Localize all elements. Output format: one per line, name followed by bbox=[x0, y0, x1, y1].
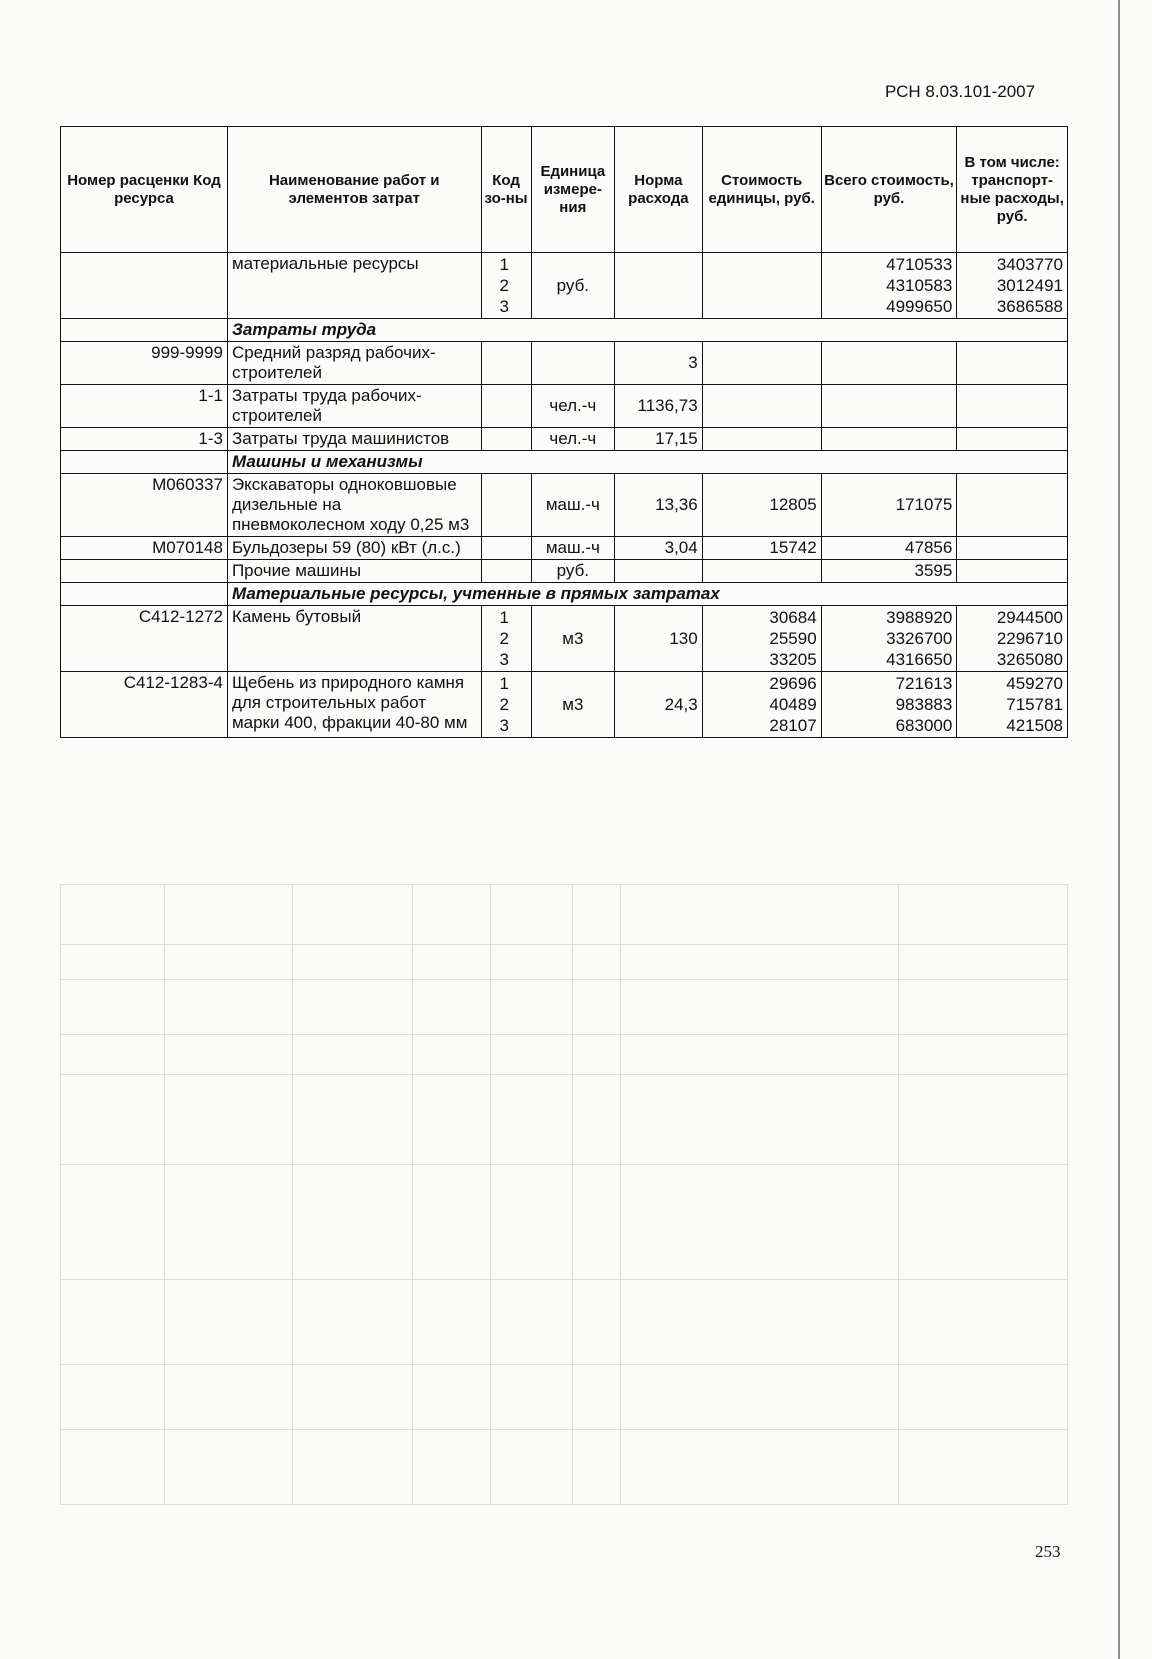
cell-unit: чел.-ч bbox=[531, 428, 614, 451]
cell-code: 999-9999 bbox=[61, 342, 228, 385]
cell-transport: 459270 715781 421508 bbox=[957, 672, 1068, 738]
cell-unit-cost bbox=[702, 253, 821, 319]
cell-zones: 1 2 3 bbox=[481, 253, 531, 319]
cell-unit-costs: 29696 40489 28107 bbox=[702, 672, 821, 738]
table-row-materials-summary bbox=[61, 253, 1068, 319]
cell-norm: 13,36 bbox=[615, 474, 703, 537]
col-header-unit-cost: Стоимость единицы, руб. bbox=[702, 127, 821, 253]
cell-code: М060337 bbox=[61, 474, 228, 537]
cell-unit: руб. bbox=[531, 560, 614, 583]
cell-unit: маш.-ч bbox=[531, 474, 614, 537]
cell-zones: 1 2 3 bbox=[481, 672, 531, 738]
cell-unit: руб. bbox=[531, 253, 614, 319]
cell-totals: 4710533 4310583 4999650 bbox=[821, 253, 957, 319]
cell-unit: м3 bbox=[531, 672, 614, 738]
col-header-zone: Код зо-ны bbox=[481, 127, 531, 253]
cell-name: Камень бутовый bbox=[227, 606, 481, 672]
cell-norm bbox=[615, 560, 703, 583]
section-row-labor bbox=[61, 319, 1068, 342]
table-row bbox=[61, 385, 1068, 428]
cell-code: С412-1272 bbox=[61, 606, 228, 672]
cell-name: Средний разряд рабочих-строителей bbox=[227, 342, 481, 385]
section-title-machines: Машины и механизмы bbox=[227, 451, 1067, 474]
table-header-row bbox=[61, 127, 1068, 253]
cell-unit: чел.-ч bbox=[531, 385, 614, 428]
section-title-materials: Материальные ресурсы, учтенные в прямых затратах bbox=[227, 583, 1067, 606]
cell-transport: 3403770 3012491 3686588 bbox=[957, 253, 1068, 319]
document-code: РСН 8.03.101-2007 bbox=[885, 82, 1036, 101]
section-row-materials bbox=[61, 583, 1068, 606]
cell-name: Щебень из природного камня для строительных работ марки 400, фракции 40-80 мм bbox=[227, 672, 481, 738]
section-row-machines bbox=[61, 451, 1068, 474]
cell-name: материальные ресурсы bbox=[227, 253, 481, 319]
table-row bbox=[61, 474, 1068, 537]
cell-norm: 17,15 bbox=[615, 428, 703, 451]
cell-total: 171075 bbox=[821, 474, 957, 537]
cell-norm bbox=[615, 253, 703, 319]
cell-unit-costs: 30684 25590 33205 bbox=[702, 606, 821, 672]
col-header-transport: В том числе: транспорт-ные расходы, руб. bbox=[957, 127, 1068, 253]
table-row bbox=[61, 537, 1068, 560]
cell-norm: 3 bbox=[615, 342, 703, 385]
cell-name: Экскаваторы одноковшовые дизельные на пневмоколесном ходу 0,25 м3 bbox=[227, 474, 481, 537]
cell-unit: маш.-ч bbox=[531, 537, 614, 560]
cell-unit-cost: 15742 bbox=[702, 537, 821, 560]
cell-name: Затраты труда рабочих-строителей bbox=[227, 385, 481, 428]
cell-unit bbox=[531, 342, 614, 385]
cell-code bbox=[61, 560, 228, 583]
cell-code: 1-3 bbox=[61, 428, 228, 451]
cell-total: 47856 bbox=[821, 537, 957, 560]
cell-unit: м3 bbox=[531, 606, 614, 672]
cell-total: 3595 bbox=[821, 560, 957, 583]
table-row bbox=[61, 672, 1068, 738]
cell-code: М070148 bbox=[61, 537, 228, 560]
cell-norm: 3,04 bbox=[615, 537, 703, 560]
cell-name: Затраты труда машинистов bbox=[227, 428, 481, 451]
table-row bbox=[61, 606, 1068, 672]
bleed-through-grid bbox=[60, 884, 1068, 1504]
table-row bbox=[61, 428, 1068, 451]
cell-code: 1-1 bbox=[61, 385, 228, 428]
col-header-unit: Единица измере-ния bbox=[531, 127, 614, 253]
cell-code bbox=[61, 253, 228, 319]
cell-code: С412-1283-4 bbox=[61, 672, 228, 738]
cell-totals: 3988920 3326700 4316650 bbox=[821, 606, 957, 672]
cell-zones: 1 2 3 bbox=[481, 606, 531, 672]
cell-name: Бульдозеры 59 (80) кВт (л.с.) bbox=[227, 537, 481, 560]
cell-unit-cost: 12805 bbox=[702, 474, 821, 537]
rates-table bbox=[60, 126, 1068, 738]
page-number: 253 bbox=[1035, 1542, 1061, 1561]
col-header-code: Номер расценки Код ресурса bbox=[61, 127, 228, 253]
table-row bbox=[61, 560, 1068, 583]
table-row bbox=[61, 342, 1068, 385]
col-header-name: Наименование работ и элементов затрат bbox=[227, 127, 481, 253]
page-edge-line bbox=[1118, 0, 1120, 1659]
cell-norm: 130 bbox=[615, 606, 703, 672]
cell-norm: 1136,73 bbox=[615, 385, 703, 428]
cell-totals: 721613 983883 683000 bbox=[821, 672, 957, 738]
cell-unit-cost bbox=[702, 560, 821, 583]
col-header-norm: Норма расхода bbox=[615, 127, 703, 253]
cell-norm: 24,3 bbox=[615, 672, 703, 738]
col-header-total: Всего стоимость, руб. bbox=[821, 127, 957, 253]
cell-name: Прочие машины bbox=[227, 560, 481, 583]
cell-transport: 2944500 2296710 3265080 bbox=[957, 606, 1068, 672]
section-title-labor: Затраты труда bbox=[227, 319, 1067, 342]
